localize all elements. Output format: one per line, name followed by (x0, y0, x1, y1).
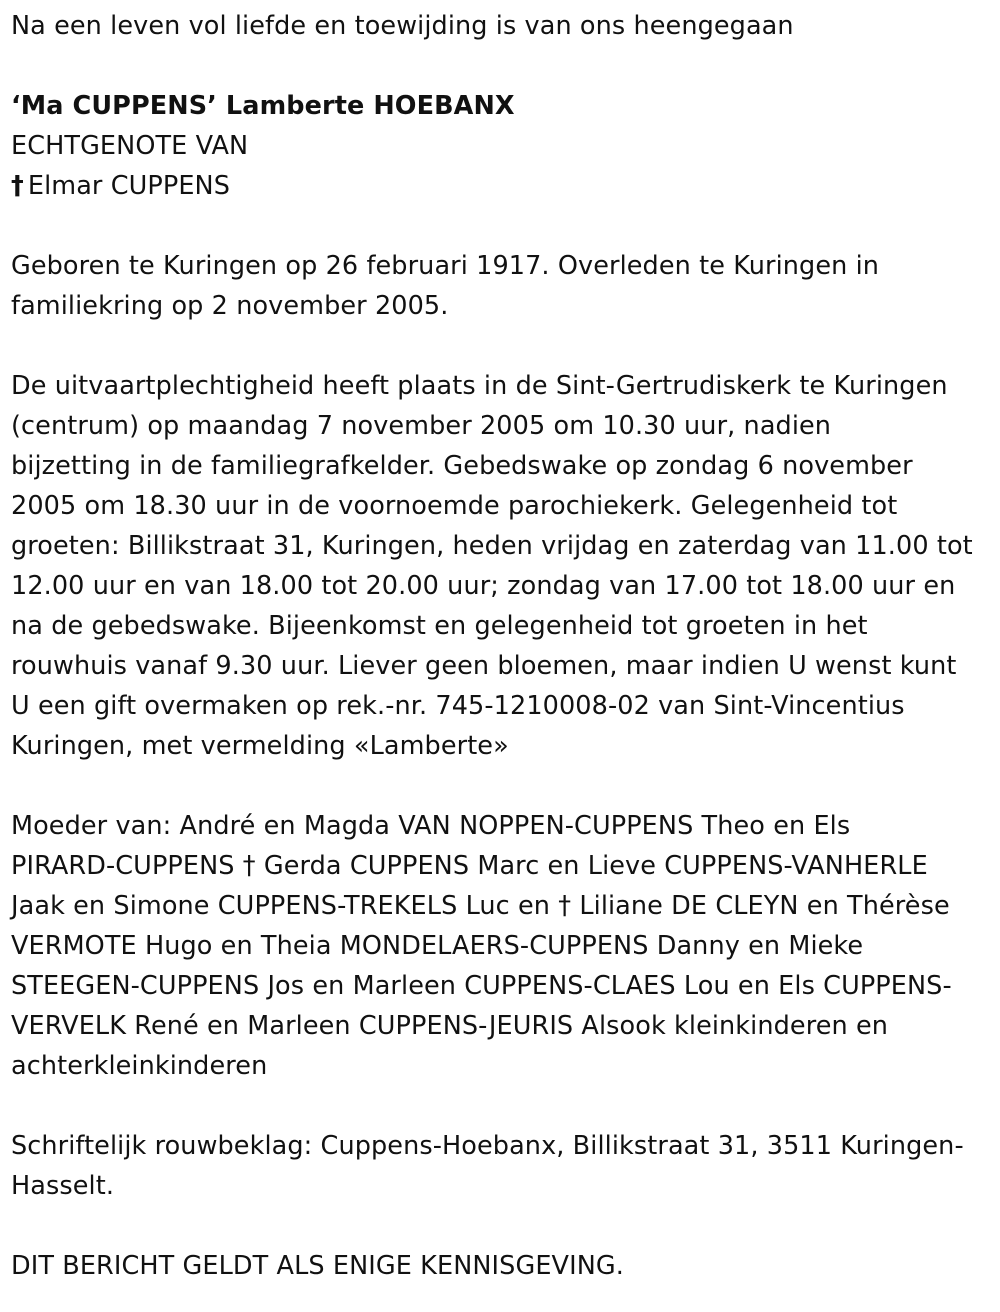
service-line: U een gift overmaken op rek.-nr. 745-1210008-02 van Sint-Vincentius (11, 691, 905, 721)
dates-line: familiekring op 2 november 2005. (11, 291, 449, 321)
service-paragraph (11, 366, 989, 766)
family-line: achterkleinkinderen (11, 1051, 268, 1081)
condolence-line: Hasselt. (11, 1171, 115, 1201)
notice-line: DIT BERICHT GELDT ALS ENIGE KENNISGEVING. (11, 1251, 624, 1281)
service-line: (centrum) op maandag 7 november 2005 om 10.30 uur, nadien (11, 411, 832, 441)
service-line: na de gebedswake. Bijeenkomst en gelegenheid tot groeten in het (11, 611, 868, 641)
condolence-line: Schriftelijk rouwbeklag: Cuppens-Hoebanx, Billikstraat 31, 3511 Kuringen- (11, 1131, 964, 1161)
cross-icon: † (11, 171, 24, 201)
family-paragraph (11, 806, 989, 1086)
notice-paragraph (11, 1246, 989, 1286)
family-line: Jaak en Simone CUPPENS-TREKELS Luc en † Liliane DE CLEYN en Thérèse (11, 891, 950, 921)
family-line: VERVELK René en Marleen CUPPENS-JEURIS Alsook kleinkinderen en (11, 1011, 889, 1041)
spouse-name: Elmar CUPPENS (27, 171, 231, 201)
family-line: Moeder van: André en Magda VAN NOPPEN-CUPPENS Theo en Els (11, 811, 851, 841)
spouse-label: ECHTGENOTE VAN (11, 131, 249, 161)
service-line: groeten: Billikstraat 31, Kuringen, heden vrijdag en zaterdag van 11.00 tot (11, 531, 973, 561)
service-line: 2005 om 18.30 uur in de voornoemde parochiekerk. Gelegenheid tot (11, 491, 898, 521)
service-line: Kuringen, met vermelding «Lamberte» (11, 731, 509, 761)
family-line: PIRARD-CUPPENS † Gerda CUPPENS Marc en Lieve CUPPENS-VANHERLE (11, 851, 928, 881)
family-line: VERMOTE Hugo en Theia MONDELAERS-CUPPENS Danny en Mieke (11, 931, 864, 961)
service-line: bijzetting in de familiegrafkelder. Gebedswake op zondag 6 november (11, 451, 913, 481)
dates-paragraph (11, 246, 989, 326)
service-line: rouwhuis vanaf 9.30 uur. Liever geen bloemen, maar indien U wenst kunt (11, 651, 957, 681)
dates-line: Geboren te Kuringen op 26 februari 1917. Overleden te Kuringen in (11, 251, 880, 281)
condolence-paragraph (11, 1126, 989, 1206)
service-line: 12.00 uur en van 18.00 tot 20.00 uur; zondag van 17.00 tot 18.00 uur en (11, 571, 956, 601)
service-line: De uitvaartplechtigheid heeft plaats in de Sint-Gertrudiskerk te Kuringen (11, 371, 948, 401)
intro-line: Na een leven vol liefde en toewijding is van ons heengegaan (11, 11, 794, 41)
family-line: STEEGEN-CUPPENS Jos en Marleen CUPPENS-CLAES Lou en Els CUPPENS- (11, 971, 952, 1001)
deceased-name: ‘Ma CUPPENS’ Lamberte HOEBANX (11, 91, 515, 121)
spouse-line (11, 166, 989, 206)
